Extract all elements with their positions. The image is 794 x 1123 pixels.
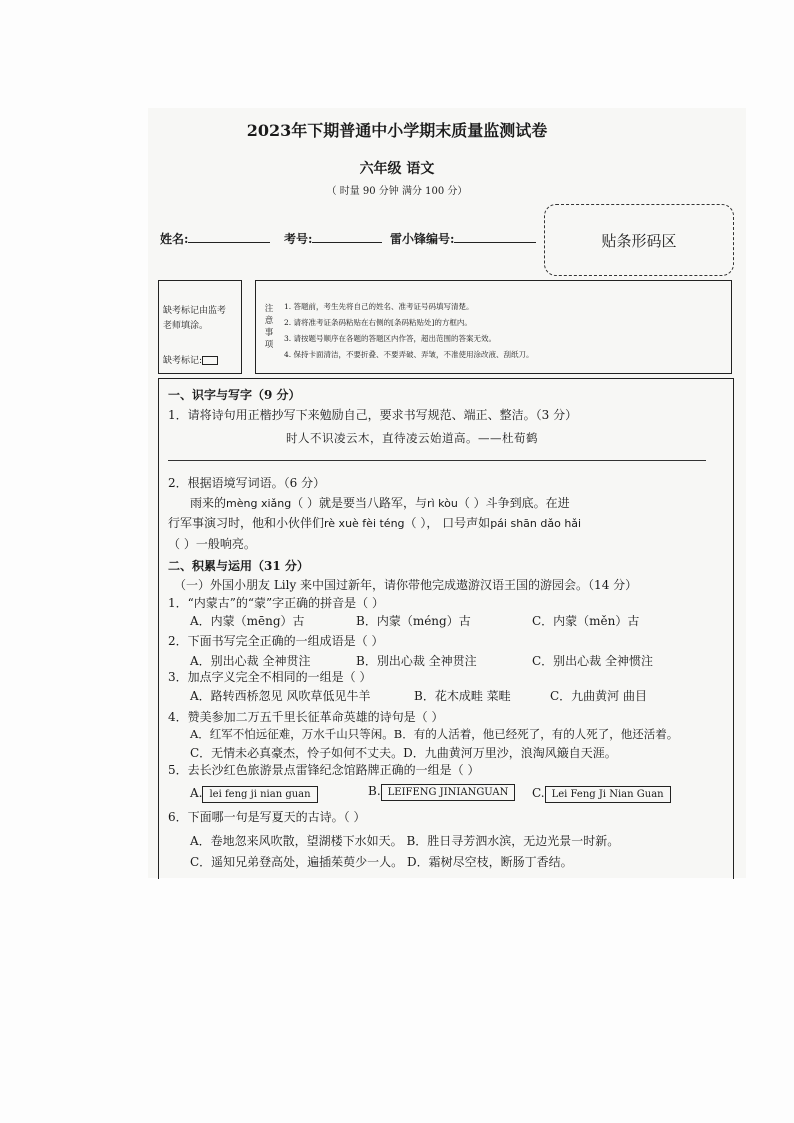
- time-info: （ 时量 90 分钟 满分 100 分）: [326, 186, 468, 197]
- exam-no-field: [284, 230, 382, 247]
- s1-poem: 时人不识凌云木，直待凌云始道高。——杜荀鹤: [286, 431, 538, 445]
- s2-q6-cd: C．遥知兄弟登高处，遍插茱萸少一人。 D．霜树尽空枝，断肠丁香结。: [190, 855, 573, 869]
- sign-option-b: LEIFENG JINIANGUAN: [381, 784, 516, 801]
- pinyin-rikou: rì kòu: [427, 497, 458, 510]
- section2-heading: 二、积累与运用（31 分）: [168, 559, 309, 573]
- leixiaofeng-blank[interactable]: [454, 230, 536, 243]
- absent-mark: [163, 353, 218, 366]
- s2-q2: 2．下面书写完全正确的一组成语是（ ）: [168, 634, 384, 648]
- exam-no-blank[interactable]: [312, 230, 382, 243]
- absent-checkbox[interactable]: [202, 356, 218, 365]
- s2-q6-ab: A．卷地忽来风吹散，望湖楼下水如天。 B．胜日寻芳泗水滨，无边光景一时新。: [190, 834, 620, 848]
- s1-q1: 1．请将诗句用正楷抄写下来勉励自己，要求书写规范、端正、整洁。（3 分）: [168, 408, 578, 422]
- absent-line1: 缺考标记由监考: [163, 306, 227, 316]
- notice-box: [255, 280, 732, 374]
- s2-q6: 6．下面哪一句是写夏天的古诗。（ ）: [168, 810, 366, 824]
- sign-option-c: Lei Feng Ji Nian Guan: [545, 786, 671, 803]
- s2-q1-b: B．内蒙（méng）古: [356, 614, 471, 628]
- s2-q3-b: B．花木成畦 菜畦: [414, 689, 511, 703]
- s2-q5-b: B. LEIFENG JINIANGUAN: [368, 784, 515, 801]
- s2-part1: （一）外国小朋友 Lily 来中国过新年，请你带他完成遨游汉语王国的游园会。（14 分）: [174, 578, 638, 592]
- writing-line[interactable]: [168, 460, 706, 461]
- s2-q4: 4．赞美参加二万五千里长征革命英雄的诗句是（ ）: [168, 710, 444, 724]
- exam-no-label: 考号:: [284, 232, 313, 246]
- s2-q4-ab: A．红军不怕远征难，万水千山只等闲。B．有的人活着，他已经死了，有的人死了，他还活着。: [190, 727, 679, 741]
- pinyin-rexuefeiteng: rè xuè fèi téng: [324, 517, 405, 530]
- exam-subtitle: 六年级 语文: [359, 161, 435, 177]
- s2-q5-a: A. lei feng ji nian guan: [190, 786, 318, 803]
- notice-item: 4. 保持卡面清洁，不要折叠、不要弄破、弄皱，不准使用涂改液、刮纸刀。: [284, 350, 534, 359]
- absent-line2: 老师填涂。: [163, 321, 209, 331]
- pinyin-menxiang: mèng xiǎng: [226, 497, 292, 510]
- s1-q2-line3: （ ）一般响亮。: [168, 537, 256, 551]
- s2-q1: 1．“内蒙古”的“蒙”字正确的拼音是（ ）: [168, 596, 384, 610]
- notice-item: 2. 请将准考证条码粘贴在右侧的[条码粘贴处]的方框内。: [284, 318, 472, 327]
- leixiaofeng-field: [390, 230, 536, 247]
- s2-q2-b: B．別出心裁 全神贯注: [356, 654, 477, 668]
- name-field: [160, 230, 270, 247]
- s2-q1-c: C．内蒙（měn）古: [532, 614, 640, 628]
- s2-q3-c: C．九曲黄河 曲目: [550, 689, 647, 703]
- sign-option-a: lei feng ji nian guan: [202, 786, 317, 803]
- notice-item: 3. 请按题号顺序在各题的答题区内作答，超出范围的答案无效。: [284, 334, 497, 343]
- s1-q2: 2．根据语境写词语。（6 分）: [168, 476, 326, 490]
- notice-side-label: 注 意 事 项: [264, 304, 274, 350]
- absent-mark-label: 缺考标记:: [163, 356, 203, 366]
- section1-heading: 一、识字与写字（9 分）: [168, 388, 301, 402]
- s2-q3: 3．加点字义完全不相同的一组是（ ）: [168, 670, 372, 684]
- leixiaofeng-label: 雷小锋编号:: [390, 232, 455, 246]
- s2-q1-a: A．内蒙（mēng）古: [190, 614, 305, 628]
- s2-q4-cd: C．无情未必真豪杰，怜子如何不丈夫。D．九曲黄河万里沙，浪淘风簸自天涯。: [190, 746, 617, 760]
- s2-q3-a: A．路转西桥忽见 风吹草低见牛羊: [190, 689, 371, 703]
- notice-list: [284, 299, 534, 363]
- name-label: 姓名:: [160, 232, 189, 246]
- s2-q2-a: A．别出心裁 全神贯注: [190, 654, 311, 668]
- notice-item: 1. 答题前，考生先将自己的姓名、准考证号码填写清楚。: [284, 302, 474, 311]
- barcode-area: 贴条形码区: [544, 204, 734, 276]
- s2-q5-c: C. Lei Feng Ji Nian Guan: [532, 786, 671, 803]
- s1-q2-line1: 雨来的mèng xiǎng（ ）就是要当八路军，与rì kòu（ ）斗争到底。在进: [190, 496, 570, 510]
- s1-q2-line2: 行军事演习时，他和小伙伴们rè xuè fèi téng（ ）， 口号声如pái shān dǎo hǎi: [168, 516, 582, 530]
- exam-title: 2023年下期普通中小学期末质量监测试卷: [246, 121, 548, 140]
- pinyin-paishandaohai: pái shān dǎo hǎi: [490, 517, 582, 530]
- absent-box: [158, 280, 242, 374]
- s2-q2-c: C．别出心裁 全神惯注: [532, 654, 653, 668]
- s2-q5: 5．去长沙红色旅游景点雷锋纪念馆路牌正确的一组是（ ）: [168, 763, 480, 777]
- name-blank[interactable]: [188, 230, 270, 243]
